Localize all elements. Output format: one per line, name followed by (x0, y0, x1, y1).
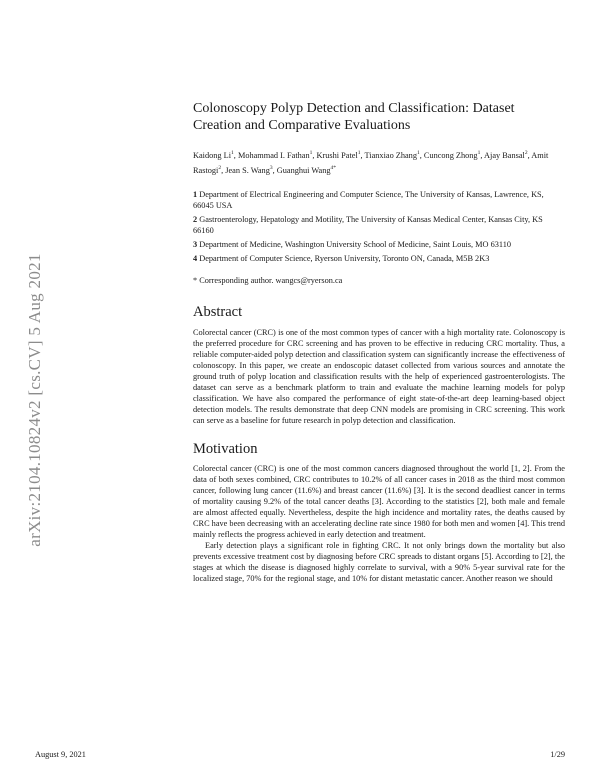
author: Jean S. Wang$^3$ (225, 164, 273, 175)
page-number: 1/29 (550, 750, 565, 759)
motivation-paragraph: Early detection plays a significant role in fighting CRC. It not only brings down the mortality but also prevents excessive treatment cost by diagnosing before CRC spreads to distant organs [5]. According to [2], the stages at which the disease is diagnosed highly correlate to survival, with a 90% 5-year survival rate for the localized stage, 70% for the regional stage, and 10% for distant metastatic cancer. Another reason we should (193, 540, 565, 583)
affiliation: 1 Department of Electrical Engineering and Computer Science, The University of Kansas, Lawrence, KS, 66045 USA (193, 189, 544, 210)
affiliation: 3 Department of Medicine, Washington University School of Medicine, Saint Louis, MO 63110 (193, 239, 512, 249)
author: Tianxiao Zhang$^1$ (364, 150, 420, 160)
arxiv-stamp: arXiv:2104.10824v2 [cs.CV] 5 Aug 2021 (25, 253, 44, 547)
author: Krushi Patel$^1$ (316, 150, 361, 160)
footer-date: August 9, 2021 (35, 750, 86, 759)
author: Amit Rastogi$^2$ (193, 150, 549, 175)
affiliation: 2 Gastroenterology, Hepatology and Motility, The University of Kansas Medical Center, Kansas City, KS 66160 (193, 214, 543, 235)
motivation-paragraph: Colorectal cancer (CRC) is one of the most common cancers diagnosed throughout the world [1, 2]. From the data of both sexes combined, CRC contributes to 10.2% of all cancer cases in 2018 as the third most common cancer, following lung cancer (11.6%) and breast cancer (11.6%) [3]. It is the second deadliest cancer in terms of mortality causing 9.2% of the total cancer deaths [3]. According to the statistics [2], both male and female are almost affected equally. Nevertheless, despite the high incidence and mortality rates, the deaths caused by CRC have been decreasing with an accelerating decline rate since 1980 for both men and women [4]. This trend mainly reflects the progress achieved in early detection and treatment. (193, 463, 565, 539)
author: Kaidong Li$^1$ (193, 150, 234, 160)
abstract-text: Colorectal cancer (CRC) is one of the most common types of cancer with a high mortality rate. Colonoscopy is the preferred procedure for CRC screening and has proven to be effective in reducing CRC mortality. Thus, a reliable computer-aided polyp detection and classification system can significantly increase the effectiveness of colonoscopy. In this paper, we create an endoscopic dataset collected from various sources and annotate the ground truth of polyp location and classification results with the help of experienced gastroenterologists. The dataset can serve as a benchmark platform to train and evaluate the machine learning models for polyp classification. We have also compared the performance of eight state-of-the-art deep learning-based object detection models. The results demonstrate that deep CNN models are promising in CRC screening. This work can serve as a baseline for future research in polyp detection and classification. (193, 327, 565, 425)
abstract-heading: Abstract (193, 303, 243, 320)
paper-content (193, 100, 565, 584)
author: Cuncong Zhong$^1$ (423, 150, 481, 160)
author: Mohammad I. Fathan$^1$ (237, 150, 313, 160)
paper-title: Colonoscopy Polyp Detection and Classification: Dataset Creation and Comparative Evaluations (193, 101, 515, 133)
author: Guanghui Wang$^{4*}$ (276, 164, 337, 175)
motivation-heading: Motivation (193, 440, 258, 457)
author-list: Kaidong Li$^1$, Mohammad I. Fathan$^1$, Krushi Patel$^1$, Tianxiao Zhang$^1$, Cuncong Zhong$^1$, Ajay Bansal$^2$, Amit Rastogi$^2$, Jean S. Wang$^3$, Guanghui Wang$^{4*}$ (193, 150, 549, 175)
affiliation-list (193, 189, 565, 264)
affiliation: 4 Department of Computer Science, Ryerson University, Toronto ON, Canada, M5B 2K3 (193, 253, 490, 263)
author: Ajay Bansal$^2$ (484, 150, 528, 160)
corresponding-author: * Corresponding author. wangcs@ryerson.ca (193, 275, 343, 285)
